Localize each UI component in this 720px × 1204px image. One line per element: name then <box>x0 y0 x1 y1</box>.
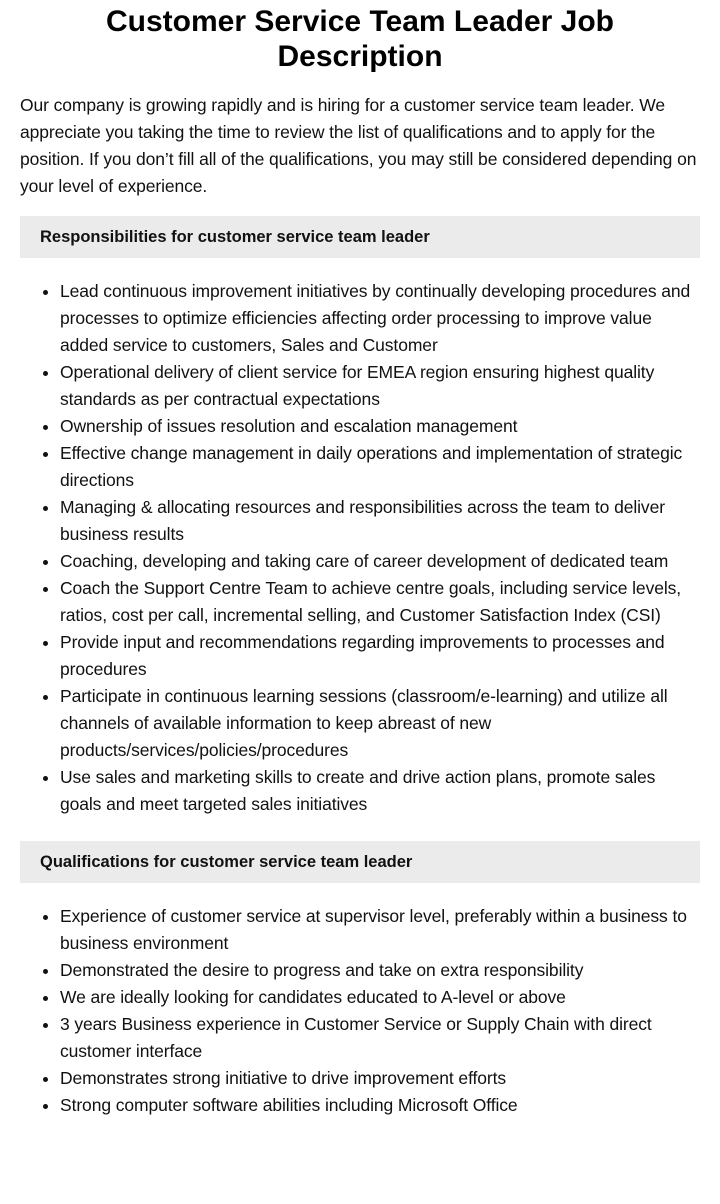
list-item: • Strong computer software abilities including Microsoft Office <box>60 1092 700 1119</box>
list-item: • Demonstrated the desire to progress and take on extra responsibility <box>60 957 700 984</box>
list-item: • Effective change management in daily operations and implementation of strategic directions <box>60 440 700 494</box>
list-item: • Experience of customer service at supervisor level, preferably within a business to business environment <box>60 903 700 957</box>
list-item: • Coach the Support Centre Team to achieve centre goals, including service levels, ratios, cost per call, incremental selling, and Customer Satisfaction Index (CSI) <box>60 575 700 629</box>
list-item: • Ownership of issues resolution and escalation management <box>60 413 700 440</box>
list-item: • Managing & allocating resources and responsibilities across the team to deliver business results <box>60 494 700 548</box>
list-item: • Lead continuous improvement initiatives by continually developing procedures and processes to optimize efficiencies affecting order processing to improve value added service to customers, Sales and Customer <box>60 278 700 359</box>
list-item: • Participate in continuous learning sessions (classroom/e-learning) and utilize all channels of available information to keep abreast of new products/services/policies/procedures <box>60 683 700 764</box>
list-item: • Use sales and marketing skills to create and drive action plans, promote sales goals and meet targeted sales initiatives <box>60 764 700 818</box>
list-item: • Operational delivery of client service for EMEA region ensuring highest quality standards as per contractual expectations <box>60 359 700 413</box>
qualifications-list <box>20 903 700 1119</box>
page-title: Customer Service Team Leader Job Description <box>106 5 614 73</box>
job-description <box>0 4 720 1119</box>
qualifications-heading: Qualifications for customer service team leader <box>20 841 700 883</box>
list-item: • Provide input and recommendations regarding improvements to processes and procedures <box>60 629 700 683</box>
list-item: • 3 years Business experience in Customer Service or Supply Chain with direct customer interface <box>60 1011 700 1065</box>
intro-paragraph: Our company is growing rapidly and is hiring for a customer service team leader. We appreciate you taking the time to review the list of qualifications and to apply for the position. If you don’t fill all of the qualifications, you may still be considered depending on your level of experience. <box>20 95 697 196</box>
list-item: • Coaching, developing and taking care of career development of dedicated team <box>60 548 700 575</box>
responsibilities-heading: Responsibilities for customer service team leader <box>20 216 700 258</box>
list-item: • We are ideally looking for candidates educated to A-level or above <box>60 984 700 1011</box>
list-item: • Demonstrates strong initiative to drive improvement efforts <box>60 1065 700 1092</box>
responsibilities-list <box>20 278 700 818</box>
